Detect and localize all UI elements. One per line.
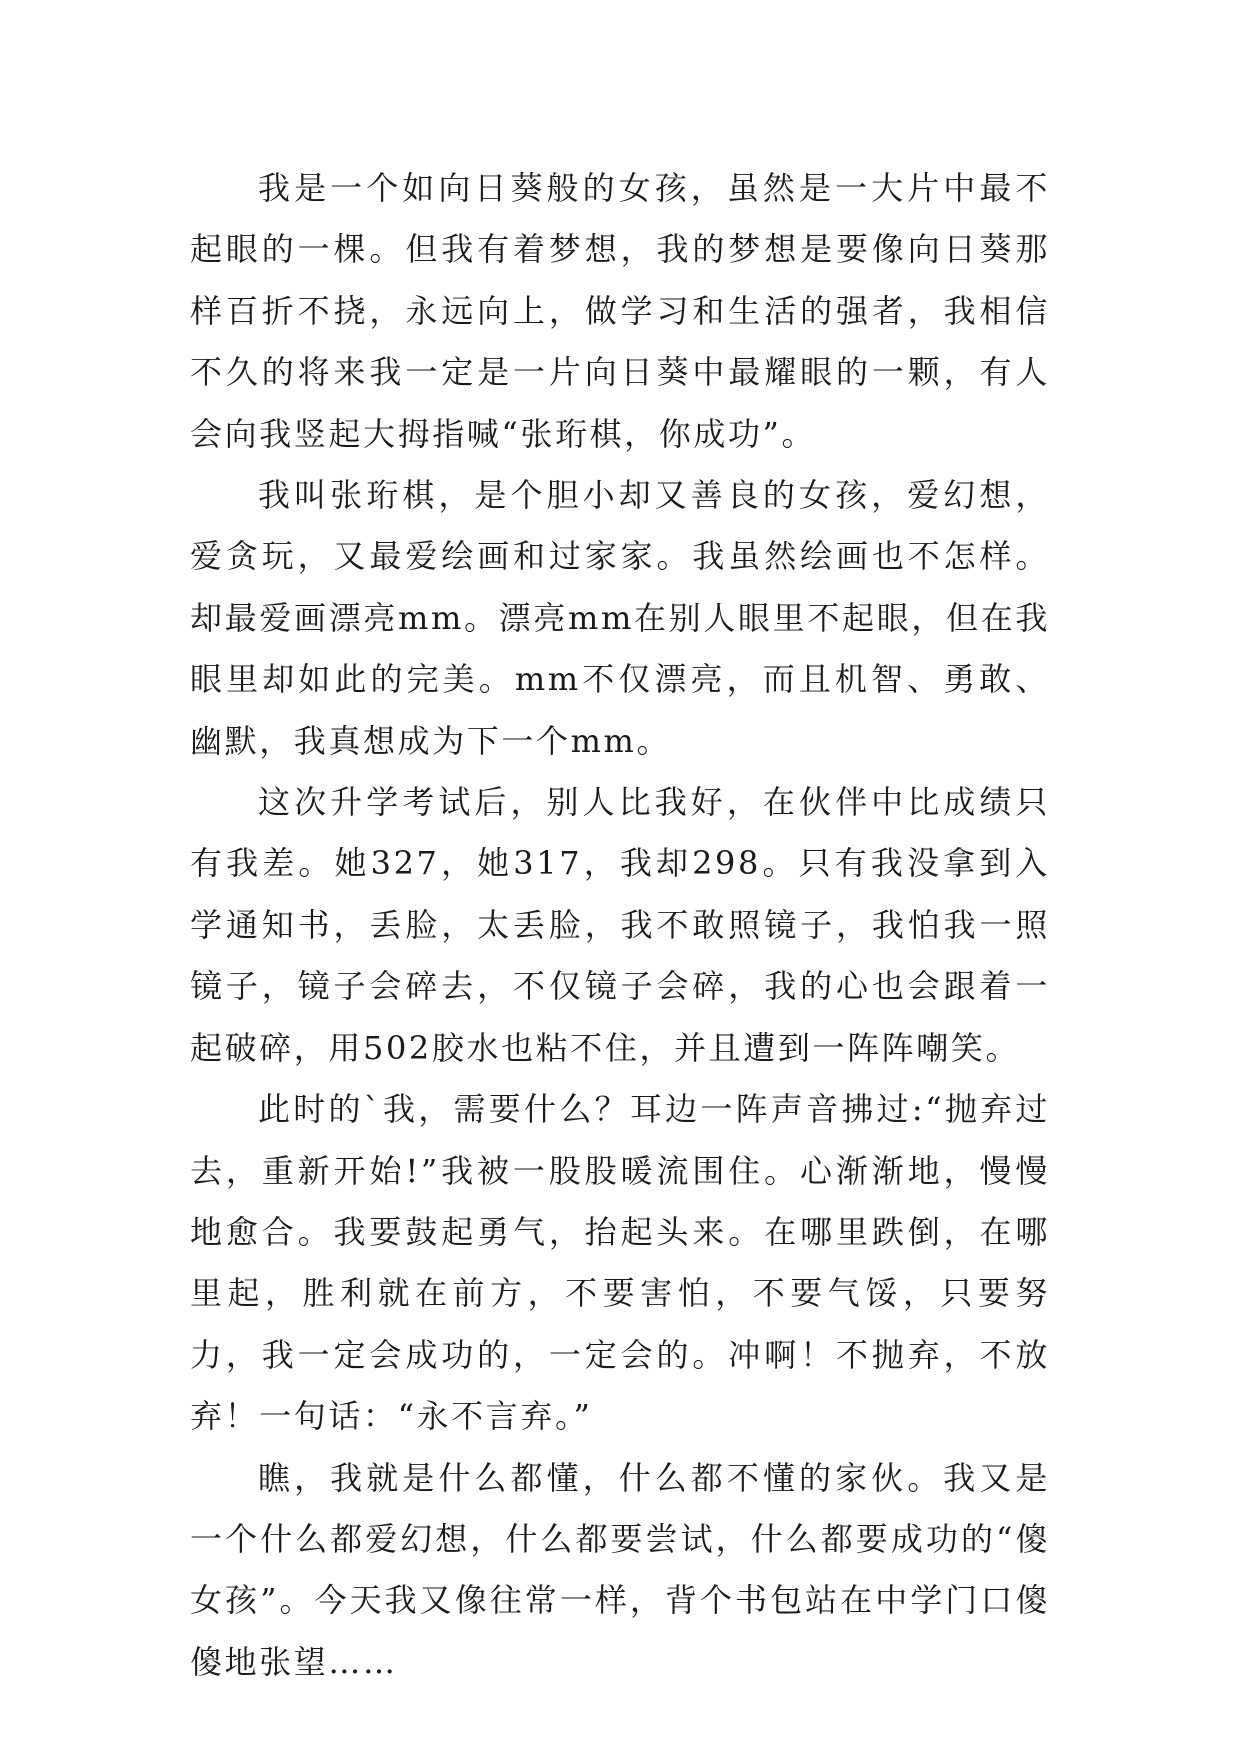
paragraph-1: 我是一个如向日葵般的女孩，虽然是一大片中最不起眼的一棵。但我有着梦想，我的梦想是要像向日葵那样百折不挠，永远向上，做学习和生活的强者，我相信不久的将来我一定是一片向日葵中最耀眼的一颗，有人会向我竖起大拇指喊“张珩棋，你成功”。 (190, 169, 1050, 453)
paragraph-5: 瞧，我就是什么都懂，什么都不懂的家伙。我又是一个什么都爱幻想，什么都要尝试，什么都要成功的“傻女孩”。今天我又像往常一样，背个书包站在中学门口傻傻地张望…… (190, 1458, 1050, 1681)
paragraph-3: 这次升学考试后，别人比我好，在伙伴中比成绩只有我差。她327，她317，我却298。只有我没拿到入学通知书，丢脸，太丢脸，我不敢照镜子，我怕我一照镜子，镜子会碎去，不仅镜子会碎，我的心也会跟着一起破碎，用502胶水也粘不住，并且遭到一阵阵嘲笑。 (190, 783, 1050, 1067)
paragraph-4: 此时的`我，需要什么？耳边一阵声音拂过:“抛弃过去，重新开始!”我被一股股暖流围住。心渐渐地，慢慢地愈合。我要鼓起勇气，抬起头来。在哪里跌倒，在哪里起，胜利就在前方，不要害怕，不要气馁，只要努力，我一定会成功的，一定会的。冲啊！不抛弃，不放弃！一句话：“永不言弃。” (190, 1090, 1050, 1436)
paragraph-2: 我叫张珩棋，是个胆小却又善良的女孩，爱幻想，爱贪玩，又最爱绘画和过家家。我虽然绘画也不怎样。却最爱画漂亮mm。漂亮mm在别人眼里不起眼，但在我眼里却如此的完美。mm不仅漂亮，而且机智、勇敢、幽默，我真想成为下一个mm。 (190, 476, 1050, 760)
essay-body (190, 158, 1050, 1693)
